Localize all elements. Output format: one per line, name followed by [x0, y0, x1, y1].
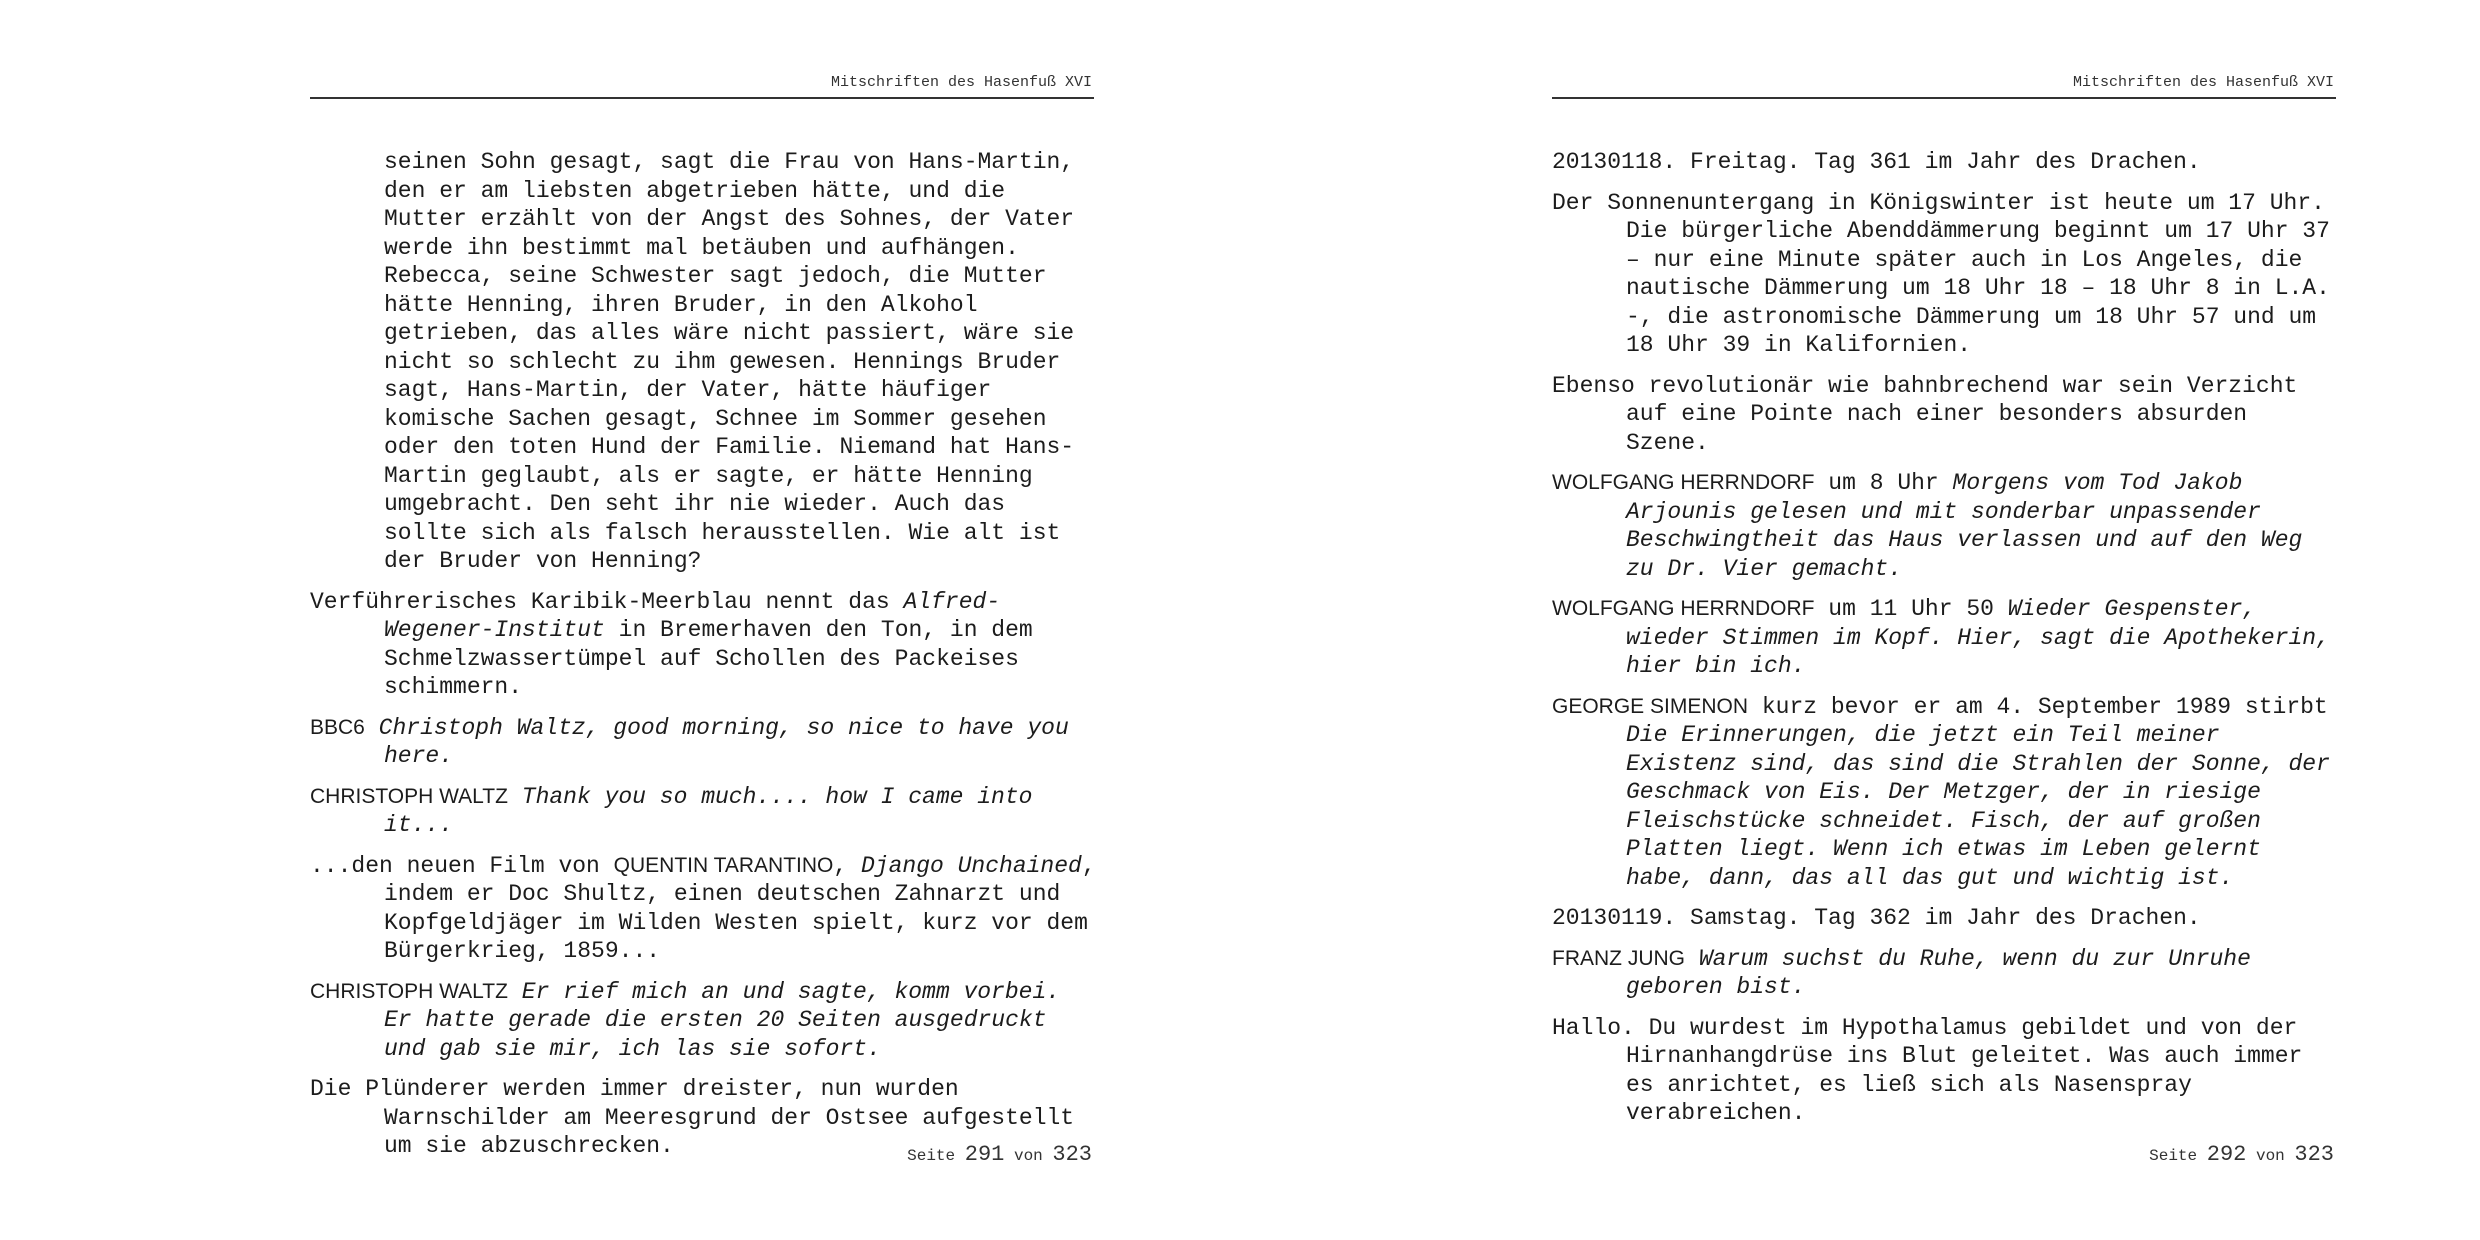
running-header: Mitschriften des Hasenfuß XVI — [2072, 74, 2334, 91]
paragraph — [1552, 945, 2342, 1002]
paragraph — [310, 148, 1100, 576]
footer-page-word: Seite — [907, 1147, 956, 1165]
page-footer — [1552, 1142, 2334, 1167]
speaker-name: WOLFGANG HERRNDORF — [1552, 597, 1815, 620]
paragraph — [1552, 148, 2342, 177]
paragraph — [310, 714, 1100, 771]
paragraph-text: Ebenso revolutionär wie bahnbrechend war sein Verzicht auf eine Pointe nach einer besonders absurden Szene. — [1552, 372, 2298, 456]
paragraph — [310, 978, 1100, 1064]
paragraph-text: 20130118. Freitag. Tag 361 im Jahr des Drachen. — [1552, 149, 2201, 175]
paragraph-text: um 8 Uhr — [1814, 470, 1953, 496]
text-block — [1552, 148, 2342, 1140]
header-rule — [1552, 97, 2336, 99]
paragraph — [1552, 595, 2342, 681]
paragraph-text — [1685, 946, 1699, 972]
running-header: Mitschriften des Hasenfuß XVI — [830, 74, 1092, 91]
paragraph-text: Der Sonnenuntergang in Königswinter ist heute um 17 Uhr. Die bürgerliche Abenddämmerung beginnt um 17 Uhr 37 – nur eine Minute später auch in Los Angeles, die nautische Dämmerung um 18 Uhr 18 – 18 Uhr 8 in L.A. -, die astronomische Dämmerung um 18 Uhr 57 und um 18 Uhr 39 in Kalifornien. — [1552, 189, 2330, 358]
footer-of-word: von — [1013, 1147, 1043, 1165]
paragraph — [310, 783, 1100, 840]
paragraph — [1552, 469, 2342, 583]
paragraph-text: Verführerisches Karibik-Meerblau nennt das — [310, 588, 904, 615]
speaker-name: WOLFGANG HERRNDORF — [1552, 471, 1815, 494]
paragraph — [310, 588, 1100, 702]
footer-page-number: 291 — [964, 1142, 1005, 1167]
footer-page-number: 292 — [2206, 1142, 2247, 1167]
paragraph — [1552, 189, 2342, 360]
paragraph — [310, 852, 1100, 966]
paragraph-text: Die Plünderer werden immer dreister, nun wurden Warnschilder am Meeresgrund der Ostsee aufgestellt um sie abzuschrecken. — [310, 1076, 1075, 1159]
speaker-name: GEORGE SIMENON — [1552, 694, 1749, 718]
quote-text: Warum suchst du Ruhe, wenn du zur Unruhe geboren bist. — [1626, 945, 2251, 1000]
quote-text: Er rief mich an und sagte, komm vorbei. Er hatte gerade die ersten 20 Seiten ausgedruckt und gab sie mir, ich las sie sofort. — [384, 978, 1061, 1062]
footer-page-total: 323 — [2294, 1142, 2334, 1167]
paragraph — [1552, 1014, 2342, 1128]
paragraph-text: um 11 Uhr 50 — [1814, 596, 2008, 622]
paragraph-text: , — [833, 852, 861, 879]
quote-text: Alfred-Wegener-Institut — [384, 588, 1001, 643]
paragraph-text — [508, 784, 522, 810]
footer-page-total: 323 — [1052, 1142, 1092, 1167]
text-block — [310, 148, 1100, 1173]
paragraph-text: ...den neuen Film von — [310, 852, 614, 879]
header-rule — [310, 97, 1094, 99]
paragraph-text: 20130119. Samstag. Tag 362 im Jahr des Drachen. — [1552, 905, 2201, 931]
quote-text: Wieder Gespenster, wieder Stimmen im Kopf. Hier, sagt die Apothekerin, hier bin ich. — [1626, 596, 2330, 679]
quote-text: Thank you so much.... how I came into it... — [384, 783, 1033, 838]
paragraph-text: in Bremerhaven den Ton, in dem Schmelzwassertümpel auf Schollen des Packeises schimmern. — [384, 617, 1033, 700]
speaker-name: CHRISTOPH WALTZ — [310, 979, 508, 1003]
right-page — [1240, 0, 2480, 1240]
speaker-name: QUENTIN TARANTINO — [613, 853, 834, 877]
speaker-name: FRANZ JUNG — [1552, 946, 1685, 970]
quote-text: Morgens vom Tod Jakob Arjounis gelesen und mit sonderbar unpassender Beschwingtheit das Haus verlassen und auf den Weg zu Dr. Vier gemacht. — [1626, 470, 2303, 582]
footer-page-word: Seite — [2149, 1147, 2198, 1165]
paragraph-text: , indem er Doc Shultz, einen deutschen Zahnarzt und Kopfgeldjäger im Wilden Westen spielt, kurz vor dem Bürgerkrieg, 1859... — [384, 852, 1096, 964]
speaker-name: BBC6 — [310, 715, 365, 739]
paragraph-text — [508, 979, 522, 1005]
paragraph-text — [365, 715, 379, 741]
paragraph — [1552, 372, 2342, 458]
paragraph-text: Hallo. Du wurdest im Hypothalamus gebildet und von der Hirnanhangdrüse ins Blut geleitet. Was auch immer es anrichtet, es ließ sich als Nasenspray verabreichen. — [1552, 1014, 2303, 1126]
paragraph-text: seinen Sohn gesagt, sagt die Frau von Hans-Martin, den er am liebsten abgetrieben hätte, und die Mutter erzählt von der Angst des Sohnes, der Vater werde ihn bestimmt mal betäuben und aufhängen. Rebecca, seine Schwester sagt jedoch, die Mutter hätte Henning, ihren Bruder, in den Alkohol getrieben, das alles wäre nicht passiert, wäre sie nicht so schlecht zu ihm gewesen. Hennings Bruder sagt, Hans-Martin, der Vater, hätte häufiger komische Sachen gesagt, Schnee im Sommer gesehen oder den toten Hund der Familie. Niemand hat Hans-Martin geglaubt, als er sagte, er hätte Henning umgebracht. Den seht ihr nie wieder. Auch das sollte sich als falsch herausstellen. Wie alt ist der Bruder von Henning? — [384, 149, 1075, 574]
page-footer — [310, 1142, 1092, 1167]
paragraph — [1552, 904, 2342, 933]
paragraph-text: kurz bevor er am 4. September 1989 stirbt — [1748, 693, 2328, 720]
speaker-name: CHRISTOPH WALTZ — [310, 784, 508, 808]
quote-text: Django Unchained — [861, 852, 1082, 879]
quote-text: Die Erinnerungen, die jetzt ein Teil meiner Existenz sind, das sind die Strahlen der Sonne, der Geschmack von Eis. Der Metzger, der in riesige Fleischstücke schneidet. Fisch, der auf großen Platten liegt. Wenn ich etwas im Leben gelernt habe, dann, das all das gut und wichtig ist. — [1626, 722, 2330, 891]
footer-of-word: von — [2255, 1147, 2285, 1165]
paragraph — [1552, 693, 2342, 893]
quote-text: Christoph Waltz, good morning, so nice to have you here. — [378, 714, 1069, 769]
